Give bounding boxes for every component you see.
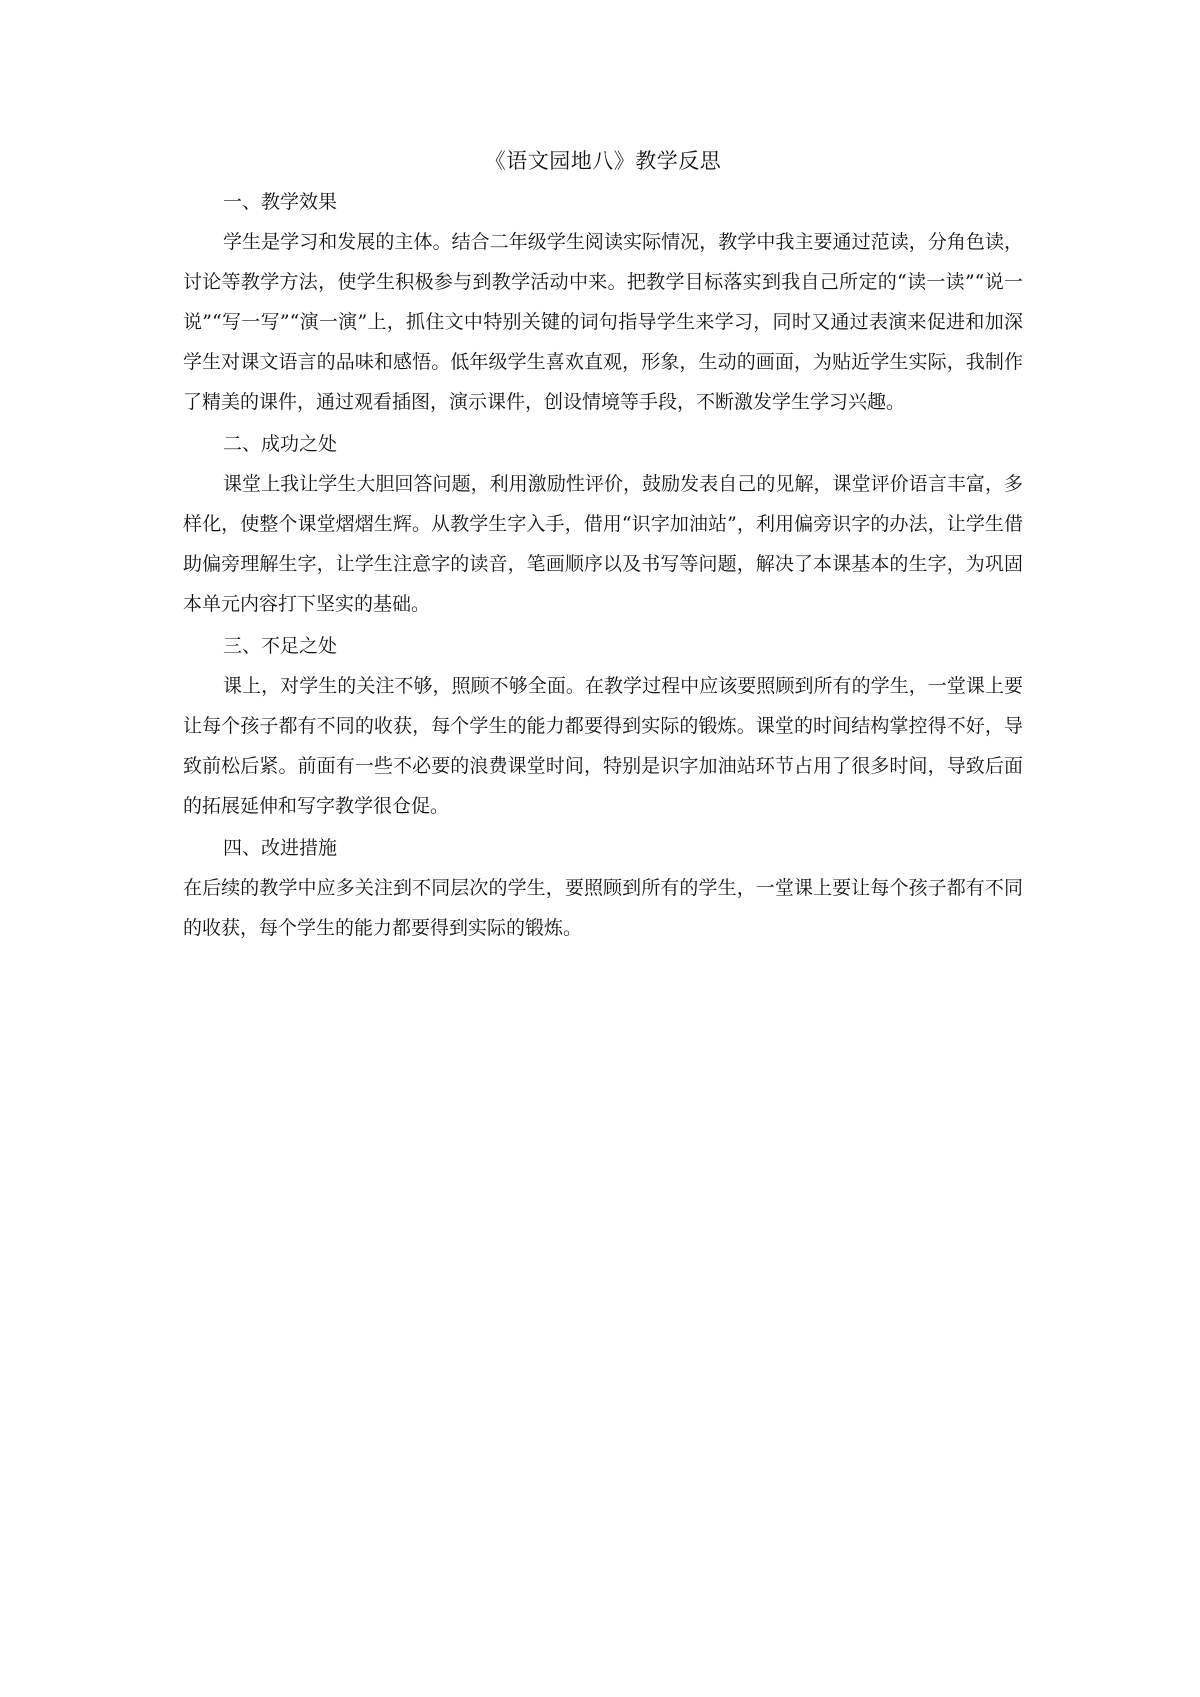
section-paragraph: 课堂上我让学生大胆回答问题，利用激励性评价，鼓励发表自己的见解，课堂评价语言丰富，多样化，使整个课堂熠熠生辉。从教学生字入手，借用“识字加油站”，利用偏旁识字的办法，让学生借助偏旁理解生字，让学生注意字的读音，笔画顺序以及书写等问题，解决了本课基本的生字，为巩固本单元内容打下坚实的基础。 [183,473,1023,615]
section-improvements [183,828,1023,948]
section-paragraph: 在后续的教学中应多关注到不同层次的学生，要照顾到所有的学生，一堂课上要让每个孩子都有不同的收获，每个学生的能力都要得到实际的锻炼。 [183,877,1023,939]
section-heading: 三、不足之处 [223,635,338,657]
section-successes [183,424,1023,624]
section-paragraph: 课上，对学生的关注不够，照顾不够全面。在教学过程中应该要照顾到所有的学生，一堂课上要让每个孩子都有不同的收获，每个学生的能力都要得到实际的锻炼。课堂的时间结构掌控得不好，导致前松后紧。前面有一些不必要的浪费课堂时间，特别是识字加油站环节占用了很多时间，导致后面的拓展延伸和写字教学很仓促。 [183,675,1023,817]
section-heading: 一、教学效果 [223,191,338,213]
section-heading: 四、改进措施 [223,837,338,859]
section-heading: 二、成功之处 [223,433,338,455]
section-paragraph: 学生是学习和发展的主体。结合二年级学生阅读实际情况，教学中我主要通过范读，分角色读，讨论等教学方法，使学生积极参与到教学活动中来。把教学目标落实到我自己所定的“读一读”“说一说”“写一写”“演一演”上，抓住文中特别关键的词句指导学生来学习，同时又通过表演来促进和加深学生对课文语言的品味和感悟。低年级学生喜欢直观，形象，生动的画面，为贴近学生实际，我制作了精美的课件，通过观看插图，演示课件，创设情境等手段，不断激发学生学习兴趣。 [183,231,1023,413]
document-page [183,146,1023,950]
section-teaching-effect [183,182,1023,422]
section-shortcomings [183,626,1023,826]
document-title: 《语文园地八》教学反思 [484,149,722,173]
